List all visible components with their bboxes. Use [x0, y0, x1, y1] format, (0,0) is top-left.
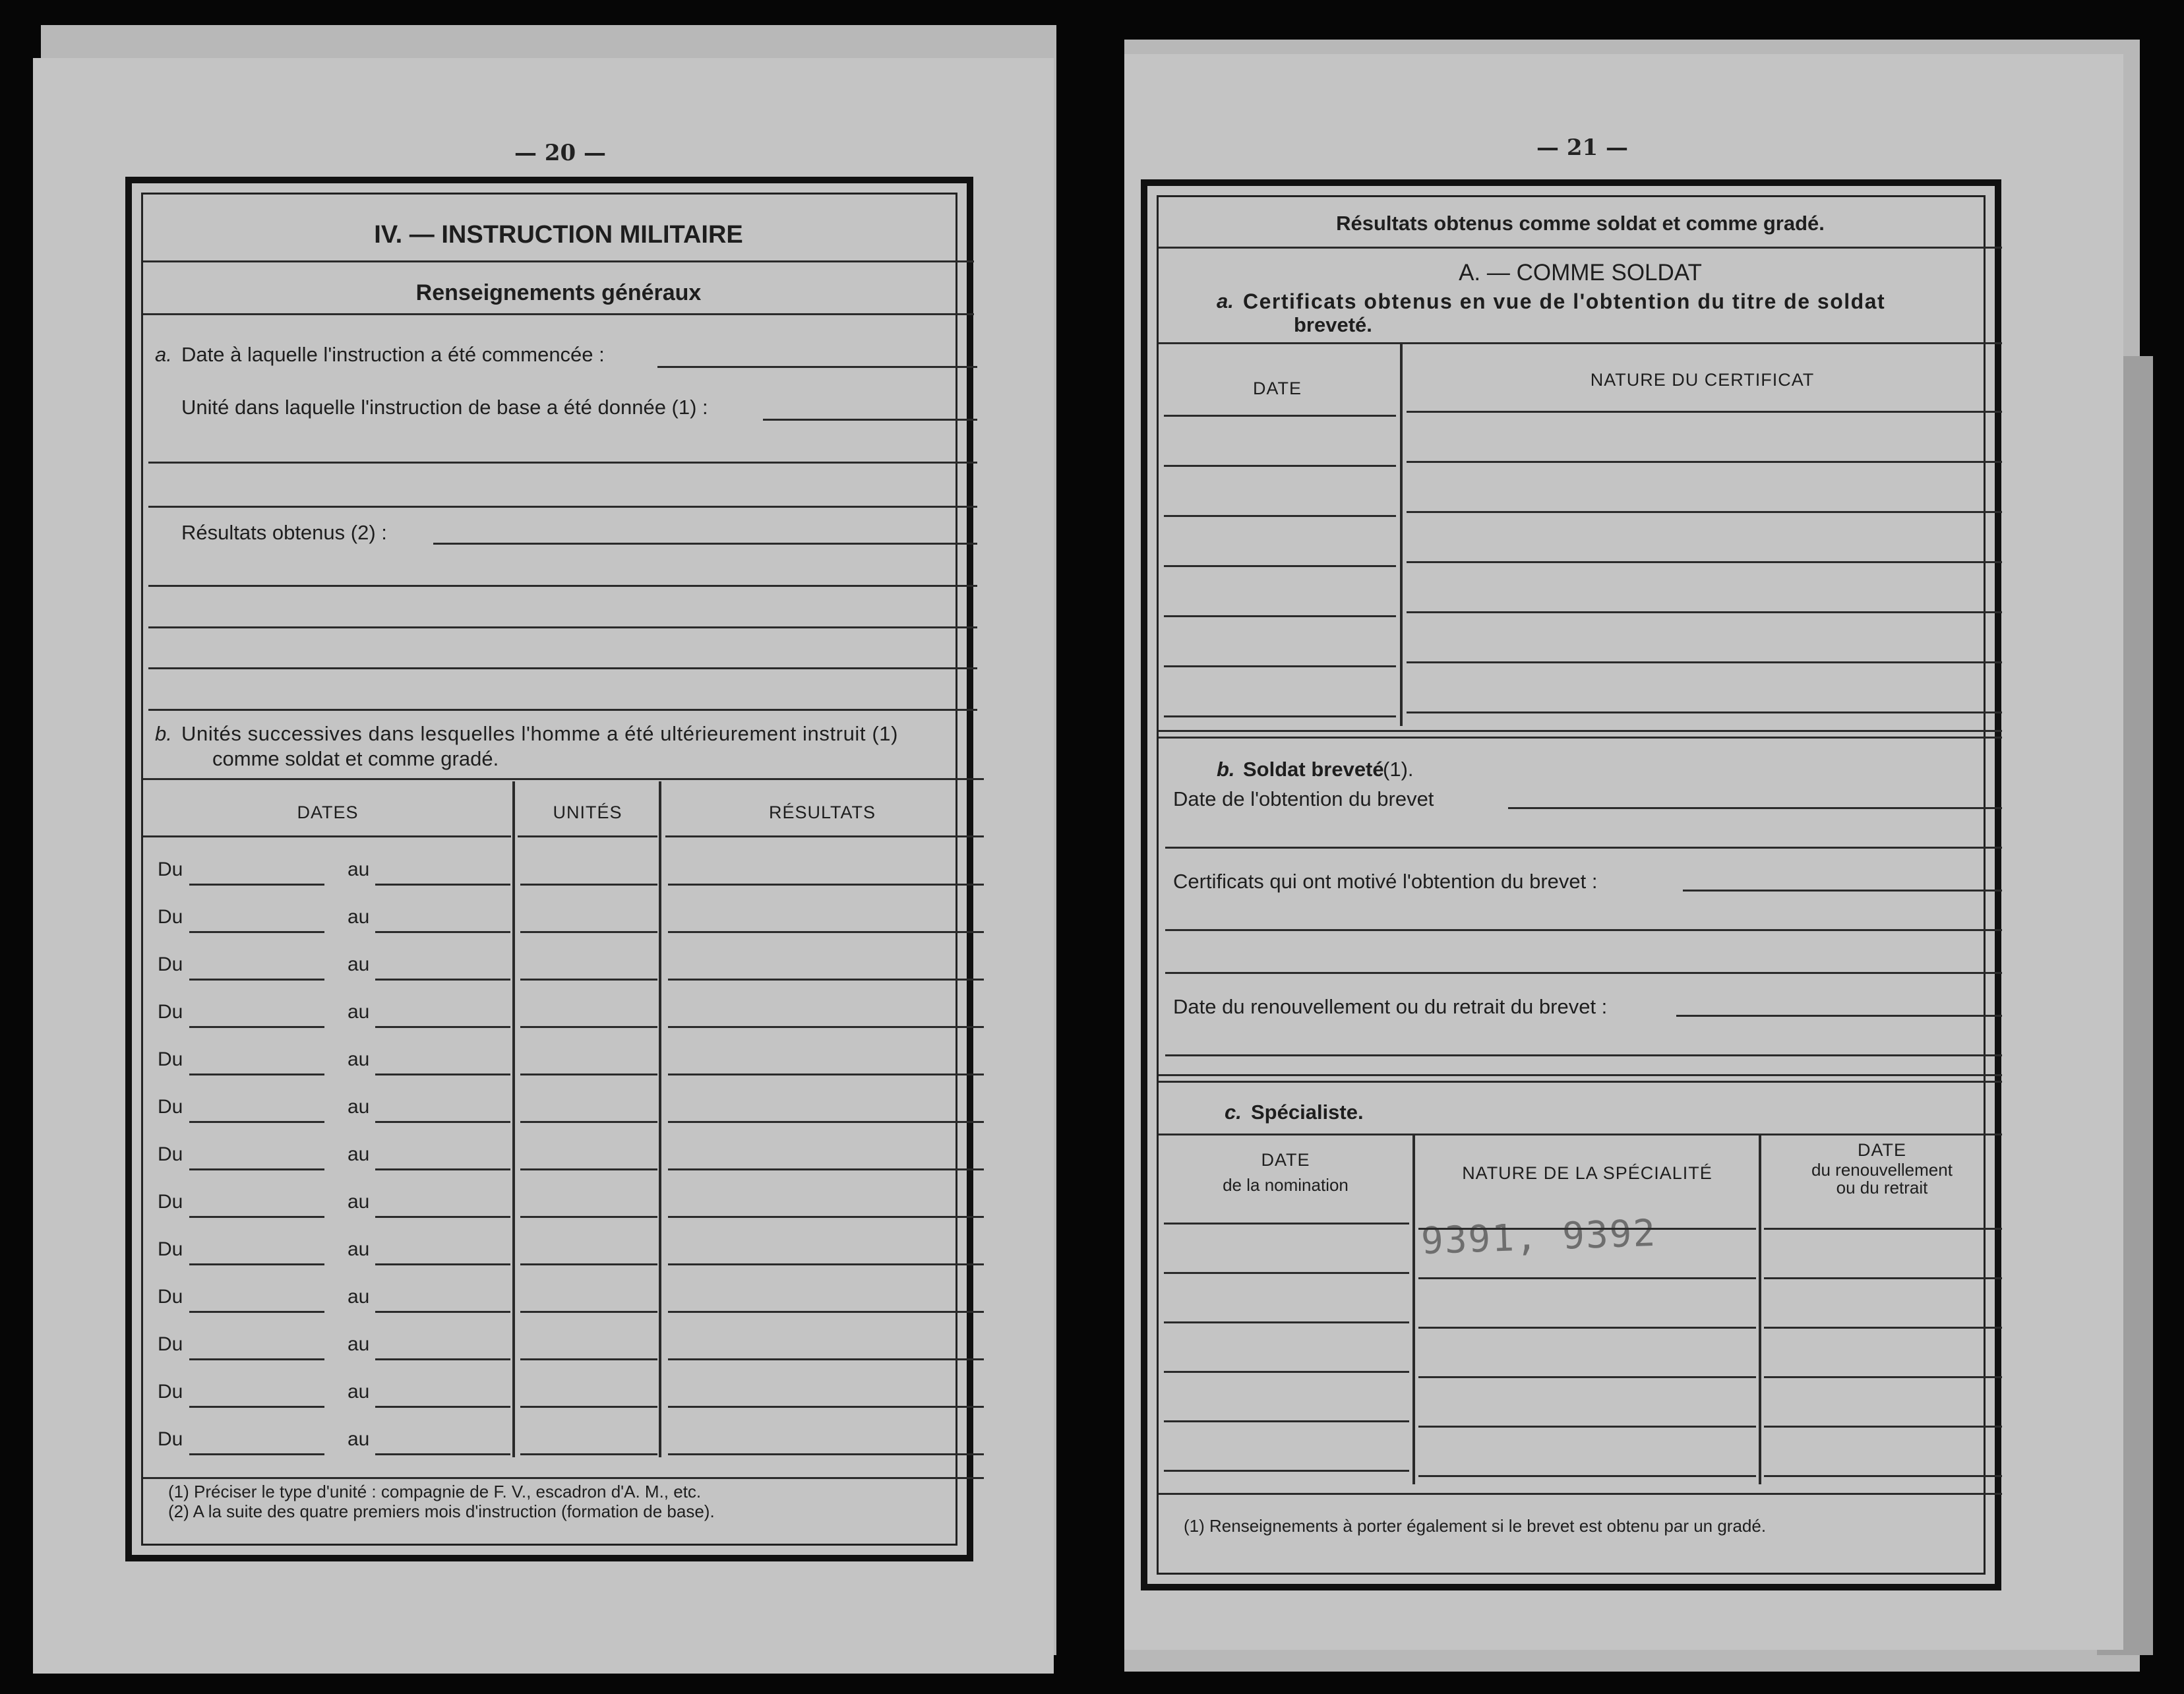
row-to-label: au [348, 1428, 370, 1450]
line-a-label: a. [155, 343, 172, 366]
left-page [33, 58, 1054, 1674]
cert-row-date-line [1164, 715, 1396, 717]
handwritten-specialty: 9391, 9392 [1420, 1211, 1658, 1263]
line-unit-text: Unité dans laquelle l'instruction de base a été donnée (1) : [181, 396, 708, 419]
row-from-label: Du [158, 953, 183, 975]
spec-row-date-line [1164, 1321, 1409, 1323]
spec-row-date-line [1164, 1272, 1409, 1274]
cert-row-nature-line [1407, 661, 2002, 663]
line-results-text: Résultats obtenus (2) : [181, 521, 387, 544]
table-header-rule-1 [143, 835, 511, 837]
b-line-1-fill [1508, 807, 2002, 809]
row-to-line [375, 1311, 510, 1313]
cert-col-nature: NATURE DU CERTIFICAT [1590, 370, 1815, 390]
line-b-label: b. [155, 722, 172, 745]
cert-row-nature-line [1407, 411, 2002, 413]
b-line-2-fill [1683, 890, 2002, 892]
row-result-line [668, 1263, 984, 1265]
cert-text-2: breveté. [1294, 313, 1372, 336]
spec-row-nature-line [1418, 1475, 1756, 1477]
b-line-2: Certificats qui ont motivé l'obtention du brevet : [1173, 870, 1598, 893]
b-note: (1). [1383, 758, 1414, 781]
row-from-line [189, 1026, 324, 1028]
spec-row-nature-line [1418, 1327, 1756, 1329]
cert-row-nature-line [1407, 561, 2002, 563]
row-result-line [668, 979, 984, 981]
spec-col-renewal-1: DATE [1857, 1140, 1906, 1160]
right-footnote-rule [1159, 1493, 2002, 1495]
cert-row-nature-line [1407, 711, 2002, 713]
title-divider [143, 260, 974, 262]
col-header-dates: DATES [297, 802, 359, 822]
spec-row-renewal-line [1764, 1228, 2002, 1230]
row-unit-line [520, 1263, 657, 1265]
b-line-1: Date de l'obtention du brevet [1173, 787, 1434, 810]
row-to-line [375, 1216, 510, 1218]
row-from-label: Du [158, 1191, 183, 1213]
col-header-units: UNITÉS [553, 802, 622, 822]
line-a-text: Date à laquelle l'instruction a été commencée : [181, 343, 605, 366]
line-unit-extra-2 [148, 506, 977, 508]
results-header-rule [1159, 247, 2002, 249]
row-result-line [668, 1216, 984, 1218]
spec-col-renewal-3: ou du retrait [1836, 1178, 1928, 1197]
row-from-label: Du [158, 859, 183, 880]
row-from-line [189, 1168, 324, 1170]
row-to-line [375, 1263, 510, 1265]
right-page-number: — 21 — [1536, 135, 1628, 161]
c-title: Spécialiste. [1251, 1101, 1364, 1124]
row-to-label: au [348, 1381, 370, 1403]
col-header-results: RÉSULTATS [768, 802, 876, 822]
section-b-double-rule-2 [1159, 737, 2002, 739]
row-unit-line [520, 1406, 657, 1408]
row-to-line [375, 884, 510, 886]
row-to-line [375, 931, 510, 933]
row-from-line [189, 1216, 324, 1218]
row-unit-line [520, 1216, 657, 1218]
row-unit-line [520, 1074, 657, 1075]
row-from-label: Du [158, 1096, 183, 1118]
left-form-inner-border [141, 193, 957, 1546]
b-line-3-extra [1165, 1054, 2002, 1056]
left-form-frame [125, 177, 973, 1561]
table-col-divider-1 [512, 781, 515, 1457]
row-unit-line [520, 884, 657, 886]
row-from-label: Du [158, 1381, 183, 1403]
footnote-1: (1) Préciser le type d'unité : compagnie de F. V., escadron d'A. M., etc. [168, 1482, 702, 1501]
row-unit-line [520, 1121, 657, 1123]
row-to-label: au [348, 906, 370, 928]
row-to-line [375, 1121, 510, 1123]
spec-row-date-line [1164, 1223, 1409, 1225]
row-from-line [189, 1121, 324, 1123]
row-from-line [189, 1311, 324, 1313]
results-line-2 [148, 585, 977, 587]
row-from-label: Du [158, 1143, 183, 1165]
spec-row-date-line [1164, 1371, 1409, 1373]
c-label: c. [1225, 1101, 1242, 1124]
row-from-label: Du [158, 1001, 183, 1023]
spec-row-nature-line [1418, 1426, 1756, 1428]
row-from-line [189, 1406, 324, 1408]
spec-col-nature: NATURE DE LA SPÉCIALITÉ [1462, 1163, 1713, 1183]
b-line-2-extra-2 [1165, 972, 2002, 974]
b-line-3-fill [1676, 1015, 2002, 1017]
row-to-label: au [348, 1286, 370, 1308]
cert-col-divider [1400, 344, 1403, 726]
table-header-rule-2 [518, 835, 657, 837]
cert-row-date-line [1164, 565, 1396, 567]
row-to-label: au [348, 1096, 370, 1118]
spec-row-date-line [1164, 1470, 1409, 1472]
row-unit-line [520, 1168, 657, 1170]
spec-col-date-1: DATE [1261, 1150, 1310, 1170]
spec-row-nature-line [1418, 1277, 1756, 1279]
row-to-label: au [348, 1001, 370, 1023]
right-footnote: (1) Renseignements à porter également si le brevet est obtenu par un gradé. [1184, 1516, 1767, 1536]
b-line-3: Date du renouvellement ou du retrait du brevet : [1173, 995, 1608, 1018]
line-a-fill [657, 366, 977, 368]
section-c-double-rule-2 [1159, 1081, 2002, 1083]
right-form-frame [1141, 179, 2001, 1590]
row-to-label: au [348, 859, 370, 880]
cert-row-date-line [1164, 615, 1396, 617]
results-line-4 [148, 667, 977, 669]
spec-row-renewal-line [1764, 1475, 2002, 1477]
row-result-line [668, 1074, 984, 1075]
cert-label: a. [1217, 289, 1234, 313]
spec-col-renewal-2: du renouvellement [1811, 1160, 1953, 1180]
row-from-label: Du [158, 1048, 183, 1070]
row-to-line [375, 1406, 510, 1408]
row-unit-line [520, 931, 657, 933]
spec-col-divider-2 [1759, 1135, 1761, 1484]
section-b-double-rule-1 [1159, 730, 2002, 732]
spec-row-renewal-line [1764, 1327, 2002, 1329]
right-form-inner-border [1157, 195, 1986, 1575]
cert-row-date-line [1164, 665, 1396, 667]
spec-row-date-line [1164, 1420, 1409, 1422]
cert-row-date-line [1164, 465, 1396, 467]
row-to-label: au [348, 1191, 370, 1213]
row-result-line [668, 1453, 984, 1455]
spec-col-divider-1 [1412, 1135, 1415, 1484]
line-b-text: Unités successives dans lesquelles l'homme a été ultérieurement instruit (1) [181, 722, 899, 745]
row-result-line [668, 1026, 984, 1028]
cert-col-date: DATE [1252, 378, 1302, 398]
row-to-line [375, 979, 510, 981]
row-to-label: au [348, 1333, 370, 1355]
spec-table-top [1159, 1134, 2002, 1135]
spec-row-nature-line [1418, 1228, 1756, 1230]
row-to-label: au [348, 1238, 370, 1260]
row-result-line [668, 1358, 984, 1360]
results-header: Résultats obtenus comme soldat et comme gradé. [1336, 212, 1825, 235]
row-from-line [189, 1358, 324, 1360]
cert-row-nature-line [1407, 461, 2002, 463]
row-unit-line [520, 979, 657, 981]
left-page-number: — 20 — [514, 140, 606, 166]
row-from-label: Du [158, 1333, 183, 1355]
spec-row-renewal-line [1764, 1376, 2002, 1378]
section-a-title: A. — COMME SOLDAT [1459, 260, 1702, 286]
b-label: b. [1217, 758, 1235, 781]
row-from-line [189, 1263, 324, 1265]
cert-row-nature-line [1407, 611, 2002, 613]
section-title: IV. — INSTRUCTION MILITAIRE [374, 221, 743, 249]
row-from-label: Du [158, 1286, 183, 1308]
spec-col-date-2: de la nomination [1223, 1175, 1349, 1195]
row-from-line [189, 1074, 324, 1075]
footnote-rule [143, 1477, 984, 1479]
subtitle: Renseignements généraux [415, 280, 702, 305]
row-to-line [375, 1453, 510, 1455]
cert-row-nature-line [1407, 511, 2002, 513]
right-page [1124, 54, 2123, 1650]
row-from-label: Du [158, 1238, 183, 1260]
b-line-1-extra [1165, 847, 2002, 849]
row-from-line [189, 1453, 324, 1455]
results-line-3 [148, 626, 977, 628]
subtitle-divider [143, 313, 974, 315]
row-to-label: au [348, 1143, 370, 1165]
line-results-fill [433, 543, 977, 545]
table-top-rule [143, 778, 984, 780]
row-to-line [375, 1026, 510, 1028]
section-c-double-rule-1 [1159, 1074, 2002, 1076]
footnote-2: (2) A la suite des quatre premiers mois d'instruction (formation de base). [168, 1501, 715, 1521]
row-unit-line [520, 1453, 657, 1455]
row-from-label: Du [158, 1428, 183, 1450]
row-unit-line [520, 1311, 657, 1313]
row-from-line [189, 931, 324, 933]
table-header-rule-3 [665, 835, 984, 837]
row-result-line [668, 884, 984, 886]
results-line-5 [148, 709, 977, 711]
row-result-line [668, 931, 984, 933]
row-result-line [668, 1168, 984, 1170]
spec-row-nature-line [1418, 1376, 1756, 1378]
row-result-line [668, 1121, 984, 1123]
line-unit-extra-1 [148, 462, 977, 464]
table-col-divider-2 [659, 781, 661, 1457]
row-to-line [375, 1168, 510, 1170]
row-to-line [375, 1358, 510, 1360]
cert-text: Certificats obtenus en vue de l'obtention du titre de soldat [1243, 289, 1886, 313]
cert-row-date-line [1164, 515, 1396, 517]
line-unit-fill [763, 419, 977, 421]
line-b-text-2: comme soldat et comme gradé. [212, 747, 499, 770]
row-from-line [189, 884, 324, 886]
row-to-label: au [348, 953, 370, 975]
row-result-line [668, 1311, 984, 1313]
row-unit-line [520, 1026, 657, 1028]
row-from-label: Du [158, 906, 183, 928]
row-result-line [668, 1406, 984, 1408]
row-to-line [375, 1074, 510, 1075]
row-to-label: au [348, 1048, 370, 1070]
cert-table-top [1159, 342, 2002, 344]
row-from-line [189, 979, 324, 981]
row-unit-line [520, 1358, 657, 1360]
cert-row-date-line [1164, 415, 1396, 417]
spec-row-renewal-line [1764, 1277, 2002, 1279]
b-title: Soldat breveté [1243, 758, 1384, 781]
spec-row-renewal-line [1764, 1426, 2002, 1428]
b-line-2-extra-1 [1165, 929, 2002, 931]
